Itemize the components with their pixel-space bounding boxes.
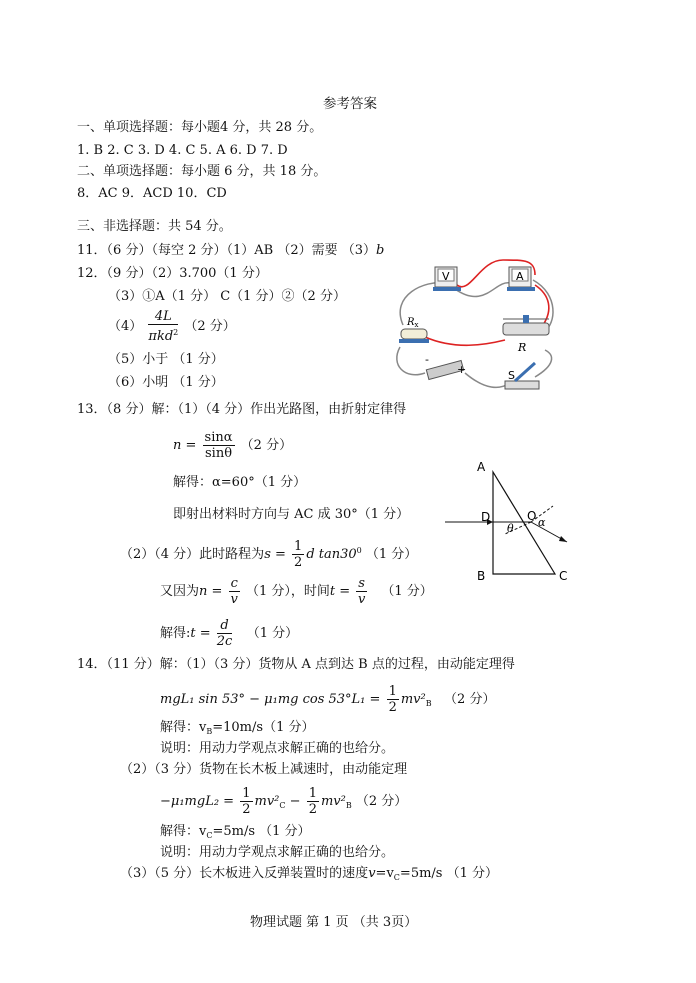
q13-line1: 13．（8 分）解：（1）（4 分）作出光路图，由折射定律得 bbox=[77, 402, 407, 417]
prism-label-alpha: α bbox=[538, 516, 546, 529]
circuit-label-a: A bbox=[516, 270, 524, 283]
q13-snell-eq: n = $\frac{\sin\alpha}{\sin\theta}$ （2 分） bbox=[173, 430, 293, 461]
q13-sol1: 解得：α=60°（1 分） bbox=[173, 475, 307, 490]
prism-label-a: A bbox=[477, 460, 486, 474]
q12-line2: （3）①A（1 分） C（1 分）②（2 分） bbox=[108, 289, 346, 304]
q14-sol1: 解得：$v_B=10m/s(1$ 分） bbox=[160, 720, 315, 736]
prism-label-theta: θ bbox=[507, 522, 514, 535]
q14-eq1: mgL₁ sin 53° − μ₁mg cos 53°L₁ = $\frac{1}{2}$ $mv^2_B$ （2 分） bbox=[160, 684, 496, 715]
circuit-label-r: R bbox=[518, 341, 527, 354]
page-title: 参考答案 bbox=[323, 96, 377, 112]
q12-line3: （4） $\frac{4L}{\pi kd^2}$ （2 分） bbox=[108, 309, 236, 344]
q14-part2: （2）（3 分）货物在长木板上减速时，由动能定理 bbox=[120, 762, 408, 777]
q14-eq2: −μ₁mgL₂ = $\frac{1}{2}$ $mv^2_C$ − $\frac{1}{2}$ $mv^2_B$ （2 分） bbox=[160, 786, 408, 817]
circuit-label-v: V bbox=[442, 270, 450, 283]
prism-diagram bbox=[445, 458, 585, 588]
q12-line5: （6）小明 （1 分） bbox=[108, 375, 224, 390]
prism-label-c: C bbox=[559, 569, 568, 583]
q14-line1: 14．（11 分）解：（1）（3 分）货物从 A 点到达 B 点的过程，由动能定理得 bbox=[77, 657, 515, 672]
sec2-answers: 8．AC 9．ACD 10．CD bbox=[77, 186, 227, 201]
sec3-header: 三、非选择题：共 54 分。 bbox=[77, 219, 232, 234]
q13-part2: （2）（4 分）此时路程为s = $\frac{1}{2}$ d $\tan 30^0$ （1 分） bbox=[120, 539, 418, 570]
circuit-label-plus: + bbox=[457, 363, 467, 376]
q14-part3: （3）（5 分）长木板进入反弹装置时的速度$v=v_C=5m/s$ （1 分） bbox=[120, 866, 498, 882]
q13-sol2: 解得:t = $\frac{d}{2c}$ （1 分） bbox=[160, 618, 299, 649]
circuit-label-s: S bbox=[508, 369, 515, 382]
q12-line1: 12．（9 分）（2）3.700（1 分） bbox=[77, 266, 268, 281]
prism-label-b: B bbox=[477, 569, 486, 583]
q14-note2: 说明：用动力学观点求解正确的也给分。 bbox=[160, 845, 395, 860]
q14-sol2: 解得：$v_C=5m/s$ （1 分） bbox=[160, 824, 311, 840]
circuit-label-minus: - bbox=[425, 353, 429, 366]
circuit-label-rx: $R_x$ bbox=[407, 317, 419, 329]
circuit-diagram bbox=[385, 255, 565, 405]
sec2-header: 二、单项选择题：每小题 6 分，共 18 分。 bbox=[77, 164, 327, 179]
q13-n2: 又因为n = $\frac{c}{v}$ （1 分），时间t = $\frac{s}{v}$ （1 分） bbox=[160, 576, 433, 607]
sec1-answers: 1. B 2. C 3. D 4. C 5. A 6. D 7. D bbox=[77, 143, 288, 158]
sec1-header: 一、单项选择题：每小题4 分，共 28 分。 bbox=[77, 120, 323, 135]
q12-line4: （5）小于 （1 分） bbox=[108, 352, 224, 367]
page-footer: 物理试题 第 1 页 （共 3页） bbox=[250, 915, 418, 930]
prism-label-d: D bbox=[481, 510, 491, 524]
q11-line: 11．（6 分）（每空 2 分）（1）AB （2）需要 （3）b bbox=[77, 243, 385, 258]
prism-label-o: O bbox=[527, 509, 537, 523]
q13-dir: 即射出材料时方向与 AC 成 30°（1 分） bbox=[173, 507, 410, 522]
q14-note1: 说明：用动力学观点求解正确的也给分。 bbox=[160, 741, 395, 756]
